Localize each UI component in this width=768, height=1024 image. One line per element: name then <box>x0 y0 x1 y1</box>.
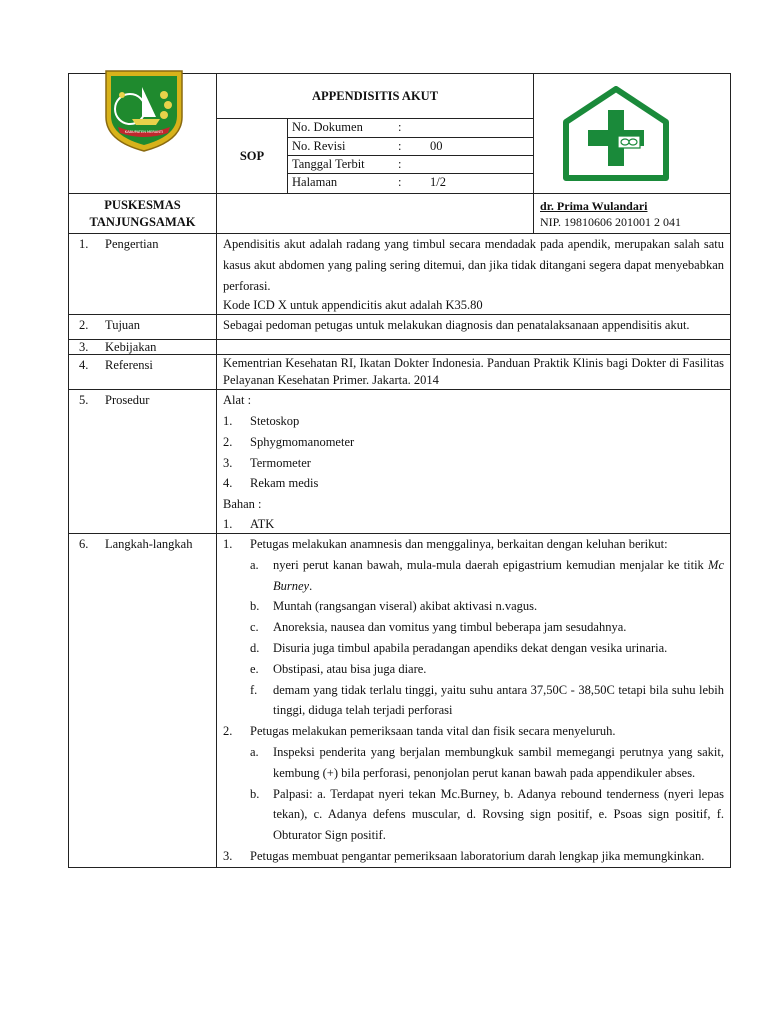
section-title: Langkah-langkah <box>105 536 193 551</box>
institution-name <box>69 194 217 234</box>
list-item <box>223 473 724 494</box>
meta-label: No. Dokumen <box>288 119 394 137</box>
substeps-list <box>250 555 724 721</box>
substep-letter: c. <box>250 620 259 635</box>
substep-end: . <box>309 578 313 593</box>
step-item <box>223 534 724 721</box>
step-item <box>223 846 724 867</box>
section-label-pengertian <box>69 234 217 315</box>
meta-sep: : <box>394 137 426 155</box>
list-item <box>223 411 724 432</box>
substep-letter: a. <box>250 744 259 759</box>
step-text: Petugas melakukan pemeriksaan tanda vital dan fisik secara menyeluruh. <box>250 724 616 739</box>
puskesmas-logo-cell <box>534 74 731 194</box>
section-number: 4. <box>79 358 89 373</box>
section-content-langkah <box>217 533 731 867</box>
section-content-tujuan: Sebagai pedoman petugas untuk melakukan diagnosis dan penatalaksanaan appendisitis akut. <box>217 315 731 340</box>
substep-letter: e. <box>250 661 259 676</box>
section-title: Pengertian <box>105 237 159 251</box>
substep-text: Disuria juga timbul apabila peradangan apendiks dekat dengan vesika urinaria. <box>273 640 668 655</box>
step-text: Petugas membuat pengantar pemeriksaan laboratorium darah lengkap jika memungkinkan. <box>250 848 705 863</box>
substep-text: Obstipasi, atau bisa juga diare. <box>273 661 427 676</box>
step-number: 1. <box>223 536 233 551</box>
section-number: 2. <box>79 318 89 333</box>
meta-label: No. Revisi <box>288 137 394 155</box>
substep-text: Palpasi: a. Terdapat nyeri tekan Mc.Burney, b. Adanya rebound tenderness (nyeri lepas tekan), c. Adanya defens muscular, d. Rovsing sign positif, e. Psoas sign positif, f. Obturator Sign positif. <box>273 786 725 843</box>
item-number: 1. <box>223 413 233 428</box>
section-label-tujuan <box>69 315 217 340</box>
substep-item <box>250 555 724 597</box>
section-title: Tujuan <box>105 318 140 333</box>
meta-label: Tanggal Terbit <box>288 155 394 173</box>
steps-list <box>223 534 724 867</box>
document-title: APPENDISITIS AKUT <box>217 74 534 119</box>
section-title: Prosedur <box>105 393 150 408</box>
meta-row-revisi <box>288 137 533 155</box>
regency-shield-emblem-icon <box>102 65 186 153</box>
item-text: Stetoskop <box>250 413 300 428</box>
substep-text: Anoreksia, nausea dan vomitus yang timbul beberapa jam sesudahnya. <box>273 620 627 635</box>
section-content-pengertian <box>217 234 731 315</box>
substep-letter: f. <box>250 682 258 697</box>
alat-title: Alat : <box>223 393 252 408</box>
section-number: 1. <box>79 237 89 251</box>
pengertian-text: Apendisitis akut adalah radang yang timbul secara mendadak pada apendik, merupakan salah satu kasus akut abdomen yang paling sering ditemui, dan jika tidak ditangani segera dapat menyebabkan perforasi. <box>223 237 725 293</box>
section-label-kebijakan <box>69 340 217 355</box>
blank-header-cell <box>217 194 534 234</box>
substep-letter: d. <box>250 640 260 655</box>
substep-item <box>250 784 724 846</box>
item-text: ATK <box>250 516 275 531</box>
regency-logo-cell <box>69 74 217 194</box>
step-number: 2. <box>223 724 233 739</box>
meta-sep: : <box>394 173 426 191</box>
substep-item <box>250 638 724 659</box>
substep-item <box>250 680 724 722</box>
substep-text: demam yang tidak terlalu tinggi, yaitu suhu antara 37,50C - 38,50C tetapi bila suhu lebih tinggi, diduga telah terjadi perforasi <box>273 682 725 718</box>
section-title: Kebijakan <box>105 340 157 355</box>
substep-text: Inspeksi penderita yang berjalan membungkuk sambil memegangi perutnya yang sakit, kembung (+) bila perforasi, penonjolan perut kanan bawah pada appendikuler abses. <box>273 744 725 780</box>
substep-italic: Mc Burney <box>273 557 725 593</box>
list-item <box>223 515 724 533</box>
sop-document <box>68 73 730 868</box>
meta-row-dokumen <box>288 119 533 137</box>
item-text: Termometer <box>250 455 311 470</box>
section-label-prosedur <box>69 390 217 534</box>
substep-text: nyeri perut kanan bawah, mula-mula daerah epigastrium kemudian menjalar ke titik <box>273 557 709 572</box>
substep-text: Muntah (rangsangan viseral) akibat aktivasi n.vagus. <box>273 599 538 614</box>
bahan-list <box>223 515 724 533</box>
meta-value <box>426 155 533 173</box>
document-meta-cell <box>288 119 534 194</box>
section-number: 6. <box>79 536 89 551</box>
meta-value <box>426 119 533 137</box>
step-text: Petugas melakukan anamnesis dan menggalinya, berkaitan dengan keluhan berikut: <box>250 536 668 551</box>
section-content-kebijakan <box>217 340 731 355</box>
item-text: Rekam medis <box>250 476 319 491</box>
meta-row-halaman <box>288 173 533 191</box>
list-item <box>223 432 724 453</box>
meta-value: 1/2 <box>426 173 533 191</box>
substep-item <box>250 659 724 680</box>
step-item <box>223 721 724 846</box>
substep-letter: b. <box>250 786 260 801</box>
item-number: 4. <box>223 476 233 491</box>
section-content-referensi: Kementrian Kesehatan RI, Ikatan Dokter Indonesia. Panduan Praktik Klinis bagi Dokter di Fasilitas Pelayanan Kesehatan Primer. Jakarta. 2014 <box>217 355 731 390</box>
item-number: 3. <box>223 455 233 470</box>
meta-sep: : <box>394 155 426 173</box>
substep-item <box>250 617 724 638</box>
item-number: 2. <box>223 434 233 449</box>
item-text: Sphygmomanometer <box>250 434 355 449</box>
meta-label: Halaman <box>288 173 394 191</box>
section-label-referensi <box>69 355 217 390</box>
substeps-list <box>250 742 724 846</box>
sop-label: SOP <box>217 119 288 194</box>
section-title: Referensi <box>105 358 153 373</box>
institution-line-1: PUSKESMAS <box>104 198 181 212</box>
icd-code-text: Kode ICD X untuk appendicitis akut adalah K35.80 <box>223 298 483 313</box>
substep-letter: a. <box>250 557 259 572</box>
institution-line-2: TANJUNGSAMAK <box>89 215 196 229</box>
puskesmas-green-cross-icon <box>562 86 670 182</box>
alat-list <box>223 411 724 494</box>
signature-block <box>534 194 731 234</box>
signer-nip: NIP. 19810606 201001 2 041 <box>540 215 682 229</box>
bahan-title: Bahan : <box>223 497 262 512</box>
sop-table <box>68 73 731 868</box>
signer-name: dr. Prima Wulandari <box>540 199 648 213</box>
list-item <box>223 453 724 474</box>
step-number: 3. <box>223 848 233 863</box>
section-label-langkah <box>69 533 217 867</box>
section-content-prosedur <box>217 390 731 534</box>
item-number: 1. <box>223 516 233 531</box>
section-number: 3. <box>79 340 89 355</box>
substep-item <box>250 742 724 784</box>
substep-letter: b. <box>250 599 260 614</box>
meta-value: 00 <box>426 137 533 155</box>
logo-ribbon-text: KABUPATEN MERANTI <box>124 130 164 134</box>
substep-item <box>250 596 724 617</box>
section-number: 5. <box>79 393 89 408</box>
meta-row-tanggal <box>288 155 533 173</box>
meta-sep: : <box>394 119 426 137</box>
